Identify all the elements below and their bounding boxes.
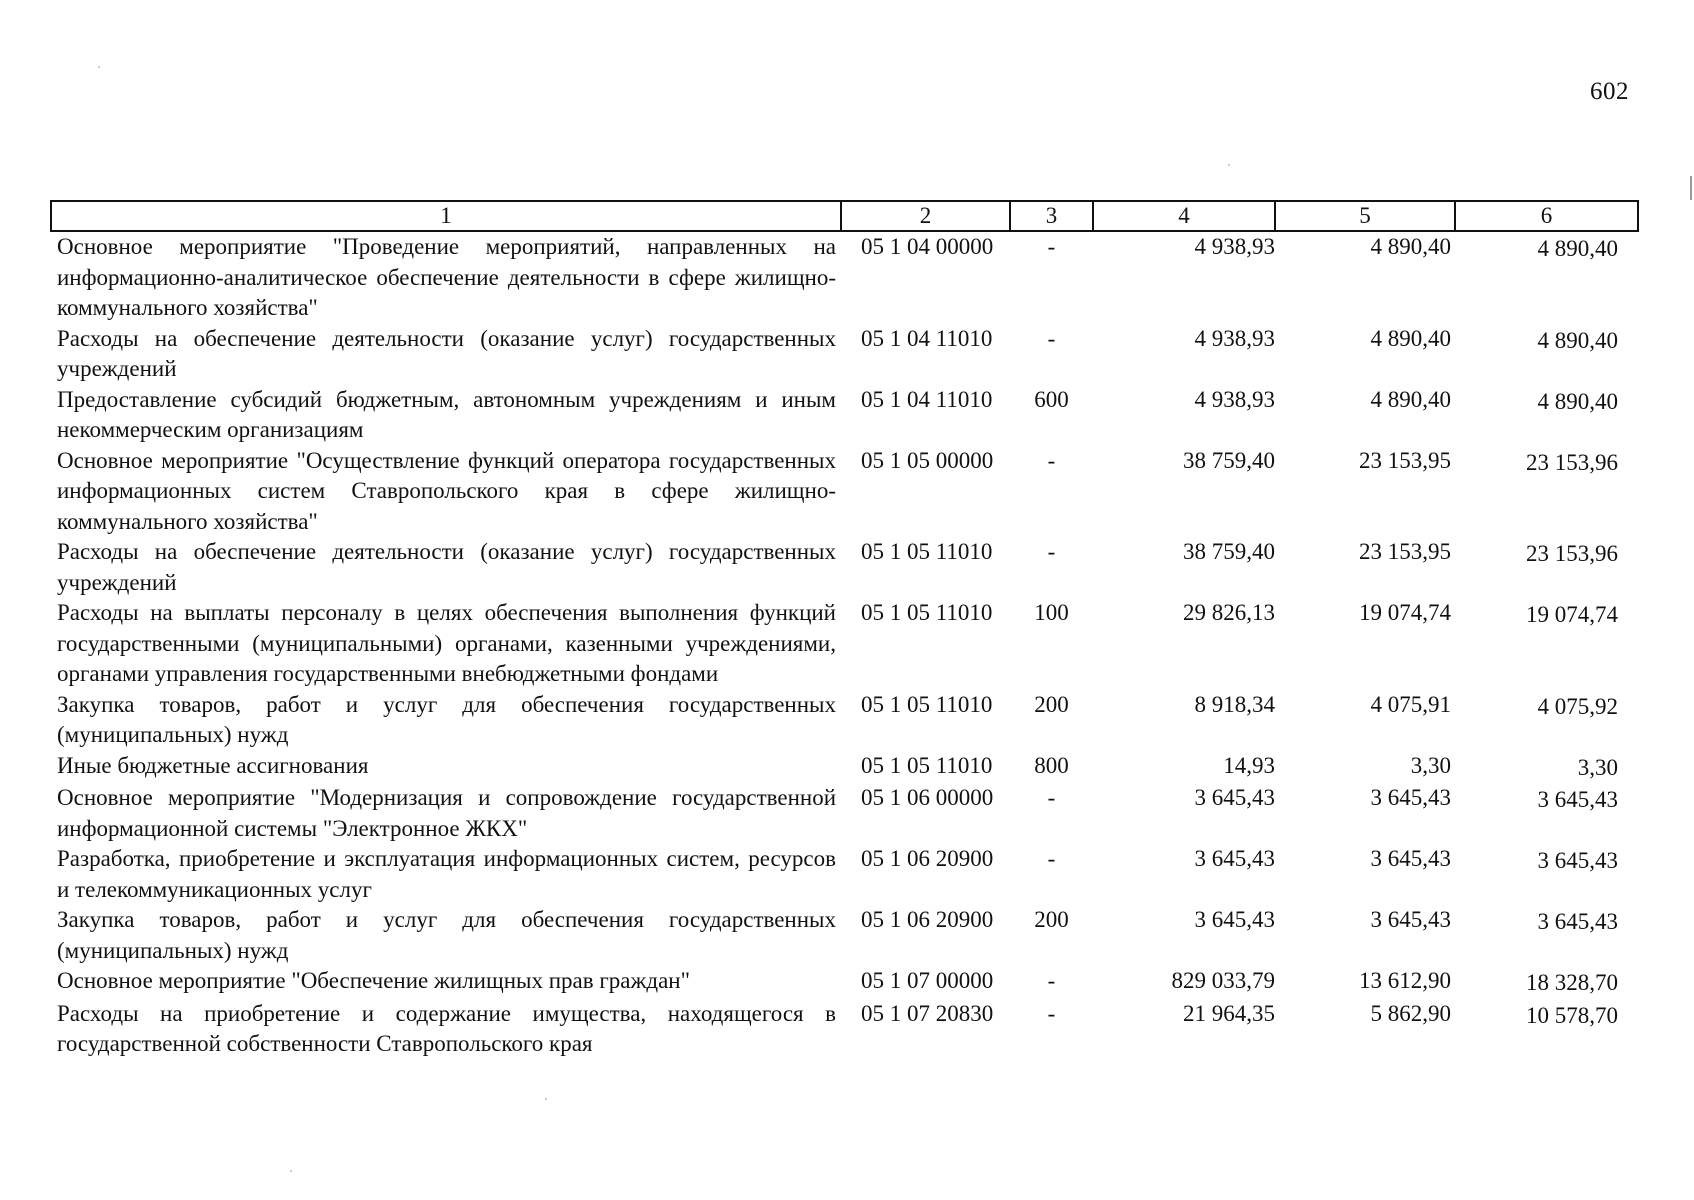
row-value-col4: 29 826,13 — [1183, 600, 1275, 625]
row-value-col4: 38 759,40 — [1183, 447, 1275, 473]
column-header-2: 2 — [841, 201, 1010, 231]
row-value-col6: 4 075,92 — [1537, 693, 1618, 719]
row-value-col4: 829 033,79 — [1171, 968, 1275, 993]
row-value-col6: 10 578,70 — [1526, 1002, 1618, 1028]
column-header-6: 6 — [1455, 201, 1638, 231]
row-name: Основное мероприятие "Осуществление функций оператора государственных информационных систем Ставропольского края в сфере жилищно-коммунального хозяйства" — [57, 447, 836, 534]
row-value-col5: 3 645,43 — [1370, 907, 1451, 932]
row-value-col6: 3 645,43 — [1537, 787, 1618, 812]
table-row — [51, 966, 1638, 999]
row-value-col4: 8 918,34 — [1194, 691, 1275, 717]
row-value-col5: 3 645,43 — [1370, 846, 1451, 871]
row-name: Закупка товаров, работ и услуг для обеспечения государственных (муниципальных) нужд — [57, 907, 836, 963]
row-value-col6: 23 153,96 — [1526, 541, 1618, 566]
row-value-col6: 23 153,96 — [1526, 449, 1618, 475]
row-value-col4: 3 645,43 — [1194, 846, 1275, 871]
row-name: Расходы на выплаты персоналу в целях обеспечения выполнения функций государственными (муниципальными) органами, казенными учреждениями, органами управления государственными внебюджетными фондами — [57, 600, 836, 686]
row-value-col4: 21 964,35 — [1183, 1000, 1275, 1026]
row-name: Расходы на обеспечение деятельности (оказание услуг) государственных учреждений — [57, 325, 836, 381]
row-name: Разработка, приобретение и эксплуатация информационных систем, ресурсов и телекоммуникационных услуг — [57, 846, 836, 902]
table-row — [51, 446, 1638, 538]
row-value-col5: 4 890,40 — [1370, 386, 1451, 412]
row-value-col6: 4 890,40 — [1537, 388, 1618, 414]
row-code: 05 1 06 00000 — [861, 785, 994, 810]
row-value-col5: 4 890,40 — [1370, 234, 1451, 259]
row-value-col5: 3,30 — [1410, 752, 1451, 778]
row-expense-type: 100 — [1034, 600, 1069, 625]
row-value-col6: 3 645,43 — [1537, 909, 1618, 934]
column-header-5: 5 — [1275, 201, 1455, 231]
row-value-col6: 18 328,70 — [1526, 970, 1618, 995]
row-code: 05 1 04 00000 — [861, 234, 994, 259]
row-value-col4: 3 645,43 — [1194, 785, 1275, 810]
table-row — [51, 844, 1638, 905]
column-header-3: 3 — [1010, 201, 1093, 231]
row-expense-type: 600 — [1034, 386, 1069, 412]
table-row — [51, 537, 1638, 598]
row-code: 05 1 05 11010 — [861, 691, 993, 717]
table-row — [51, 324, 1638, 385]
row-value-col5: 3 645,43 — [1370, 785, 1451, 810]
row-name: Основное мероприятие "Проведение мероприятий, направленных на информационно-аналитическое обеспечение деятельности в сфере жилищно-коммунального хозяйства" — [57, 234, 836, 320]
table-row — [51, 999, 1638, 1060]
row-value-col6: 4 890,40 — [1537, 236, 1618, 261]
row-expense-type: - — [1047, 846, 1056, 871]
row-expense-type: - — [1047, 325, 1056, 351]
table-row — [51, 751, 1638, 784]
table-header-row — [51, 201, 1638, 231]
column-header-4: 4 — [1093, 201, 1275, 231]
row-expense-type: - — [1047, 539, 1056, 564]
table-row — [51, 385, 1638, 446]
budget-table — [50, 200, 1639, 1060]
row-value-col5: 5 862,90 — [1370, 1000, 1451, 1026]
row-expense-type: - — [1047, 234, 1056, 259]
row-code: 05 1 05 11010 — [861, 752, 993, 778]
row-value-col4: 4 938,93 — [1194, 325, 1275, 351]
row-name: Иные бюджетные ассигнования — [57, 752, 369, 778]
row-code: 05 1 05 11010 — [861, 600, 993, 625]
row-value-col4: 3 645,43 — [1194, 907, 1275, 932]
row-expense-type: - — [1047, 1000, 1056, 1026]
scan-edge-mark — [1690, 176, 1692, 200]
row-value-col5: 4 075,91 — [1370, 691, 1451, 717]
scan-speck — [1228, 164, 1230, 166]
row-value-col4: 38 759,40 — [1183, 539, 1275, 564]
row-code: 05 1 07 20830 — [861, 1000, 994, 1026]
row-code: 05 1 05 00000 — [861, 447, 994, 473]
row-value-col6: 3,30 — [1577, 754, 1618, 780]
row-value-col5: 23 153,95 — [1359, 539, 1451, 564]
row-expense-type: - — [1047, 785, 1056, 810]
scan-speck — [545, 1098, 547, 1100]
row-value-col5: 4 890,40 — [1370, 325, 1451, 351]
row-value-col6: 19 074,74 — [1526, 602, 1618, 627]
row-value-col6: 3 645,43 — [1537, 848, 1618, 873]
row-code: 05 1 04 11010 — [861, 325, 993, 351]
row-name: Расходы на приобретение и содержание имущества, находящегося в государственной собственности Ставропольского края — [57, 1000, 836, 1056]
row-value-col5: 13 612,90 — [1359, 968, 1451, 993]
row-value-col4: 14,93 — [1223, 752, 1275, 778]
row-name: Закупка товаров, работ и услуг для обеспечения государственных (муниципальных) нужд — [57, 691, 836, 747]
row-value-col5: 19 074,74 — [1359, 600, 1451, 625]
row-name: Предоставление субсидий бюджетным, автономным учреждениям и иным некоммерческим организациям — [57, 386, 836, 442]
table-row — [51, 231, 1638, 324]
row-value-col6: 4 890,40 — [1537, 327, 1618, 353]
row-name: Расходы на обеспечение деятельности (оказание услуг) государственных учреждений — [57, 539, 836, 595]
row-expense-type: 200 — [1034, 907, 1069, 932]
page-number: 602 — [1590, 78, 1629, 105]
row-name: Основное мероприятие "Обеспечение жилищных прав граждан" — [57, 968, 690, 993]
scan-speck — [290, 1170, 292, 1172]
row-expense-type: - — [1047, 968, 1056, 993]
row-value-col4: 4 938,93 — [1194, 234, 1275, 259]
row-name: Основное мероприятие "Модернизация и сопровождение государственной информационной системы "Электронное ЖКХ" — [57, 785, 836, 841]
table-row — [51, 905, 1638, 966]
row-code: 05 1 06 20900 — [861, 846, 994, 871]
row-code: 05 1 05 11010 — [861, 539, 993, 564]
row-expense-type: 800 — [1034, 752, 1069, 778]
column-header-1: 1 — [51, 201, 841, 231]
table-row — [51, 783, 1638, 844]
row-code: 05 1 07 00000 — [861, 968, 994, 993]
row-value-col5: 23 153,95 — [1359, 447, 1451, 473]
table-row — [51, 690, 1638, 751]
row-code: 05 1 04 11010 — [861, 386, 993, 412]
table-row — [51, 598, 1638, 690]
row-code: 05 1 06 20900 — [861, 907, 994, 932]
scan-speck — [98, 66, 100, 68]
row-expense-type: - — [1047, 447, 1056, 473]
row-value-col4: 4 938,93 — [1194, 386, 1275, 412]
row-expense-type: 200 — [1034, 691, 1069, 717]
